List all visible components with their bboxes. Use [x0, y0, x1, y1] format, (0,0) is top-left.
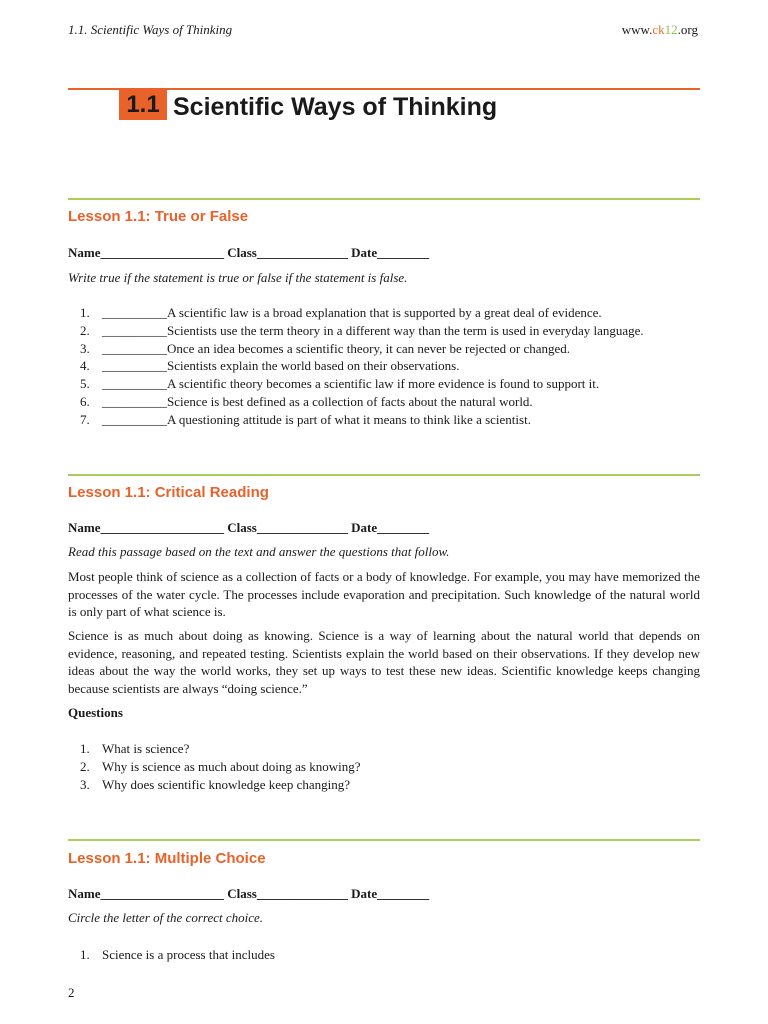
list-item — [80, 776, 361, 794]
name-class-date-line: Name___________________ Class______________ Date________ — [68, 886, 430, 901]
instructions: Circle the letter of the correct choice. — [68, 910, 264, 925]
item-number: 1. — [80, 947, 90, 962]
questions-list — [80, 740, 361, 793]
site-url[interactable] — [622, 22, 698, 38]
passage-paragraph: Science is as much about doing as knowing. Science is a way of learning about the natural world that depends on evidence, reasoning, and repeated testing. Scientists explain the world based on their observations. If they develop new ideas about the way the world works, they set up ways to test these new ideas. Scientific knowledge keeps changing because scientists are always “doing science.” — [68, 628, 700, 696]
item-text: Why does scientific knowledge keep changing? — [102, 776, 350, 792]
item-number: 1. — [80, 741, 90, 756]
item-number: 6. — [80, 393, 90, 409]
section-rule — [68, 474, 700, 476]
true-false-list — [80, 304, 644, 429]
item-text: __________Once an idea becomes a scientific theory, it can never be rejected or changed. — [102, 340, 571, 356]
multiple-choice-list — [80, 946, 275, 964]
list-item — [80, 946, 275, 964]
page-number: 2 — [68, 985, 75, 1000]
list-item — [80, 758, 361, 776]
section-title-critical-reading: Lesson 1.1: Critical Reading — [68, 484, 269, 501]
list-item — [80, 740, 361, 758]
passage-paragraph: Most people think of science as a collection of facts or a body of knowledge. For example, you may have memorized the processes of the water cycle. The processes include evaporation and precipitation. Such knowledge of the natural world is only part of what science is. — [68, 569, 700, 619]
name-class-date-line: Name___________________ Class______________ Date________ — [68, 520, 430, 535]
site-suffix: .org — [677, 22, 698, 37]
questions-heading: Questions — [68, 705, 123, 720]
item-text: Science is a process that includes — [102, 947, 275, 962]
instructions: Write true if the statement is true or false if the statement is false. — [68, 270, 408, 285]
item-text: __________Science is best defined as a collection of facts about the natural world. — [102, 393, 533, 409]
list-item — [80, 411, 644, 429]
site-ck: ck — [652, 22, 665, 37]
section-rule — [68, 198, 700, 200]
chapter-number-badge: 1.1 — [119, 90, 167, 120]
item-text: Why is science as much about doing as knowing? — [102, 758, 361, 774]
item-text: __________A scientific theory becomes a scientific law if more evidence is found to support it. — [102, 376, 600, 392]
site-prefix: www. — [621, 22, 653, 37]
item-number: 3. — [80, 776, 90, 792]
list-item — [80, 340, 644, 358]
list-item — [80, 322, 644, 340]
item-text: What is science? — [102, 741, 190, 756]
instructions: Read this passage based on the text and answer the questions that follow. — [68, 544, 450, 559]
item-number: 1. — [80, 305, 90, 320]
section-title-multiple-choice: Lesson 1.1: Multiple Choice — [68, 850, 266, 867]
item-number: 7. — [80, 411, 90, 427]
item-number: 2. — [80, 758, 90, 774]
item-text: __________A scientific law is a broad explanation that is supported by a great deal of evidence. — [102, 305, 602, 320]
item-number: 4. — [80, 358, 90, 374]
chapter-title: Scientific Ways of Thinking — [173, 93, 498, 121]
site-num: 12 — [664, 22, 678, 37]
item-number: 3. — [80, 340, 90, 356]
section-title-true-false: Lesson 1.1: True or False — [68, 208, 249, 225]
list-item — [80, 304, 644, 322]
list-item — [80, 357, 644, 375]
item-number: 5. — [80, 376, 90, 392]
name-class-date-line: Name___________________ Class______________ Date________ — [68, 245, 430, 260]
list-item — [80, 375, 644, 393]
list-item — [80, 393, 644, 411]
item-text: __________A questioning attitude is part of what it means to think like a scientist. — [102, 411, 531, 427]
section-rule — [68, 839, 700, 841]
running-head: 1.1. Scientific Ways of Thinking — [68, 22, 233, 37]
item-text: __________Scientists use the term theory in a different way than the term is used in everyday language. — [102, 322, 644, 338]
item-text: __________Scientists explain the world based on their observations. — [102, 358, 460, 374]
item-number: 2. — [80, 322, 90, 338]
